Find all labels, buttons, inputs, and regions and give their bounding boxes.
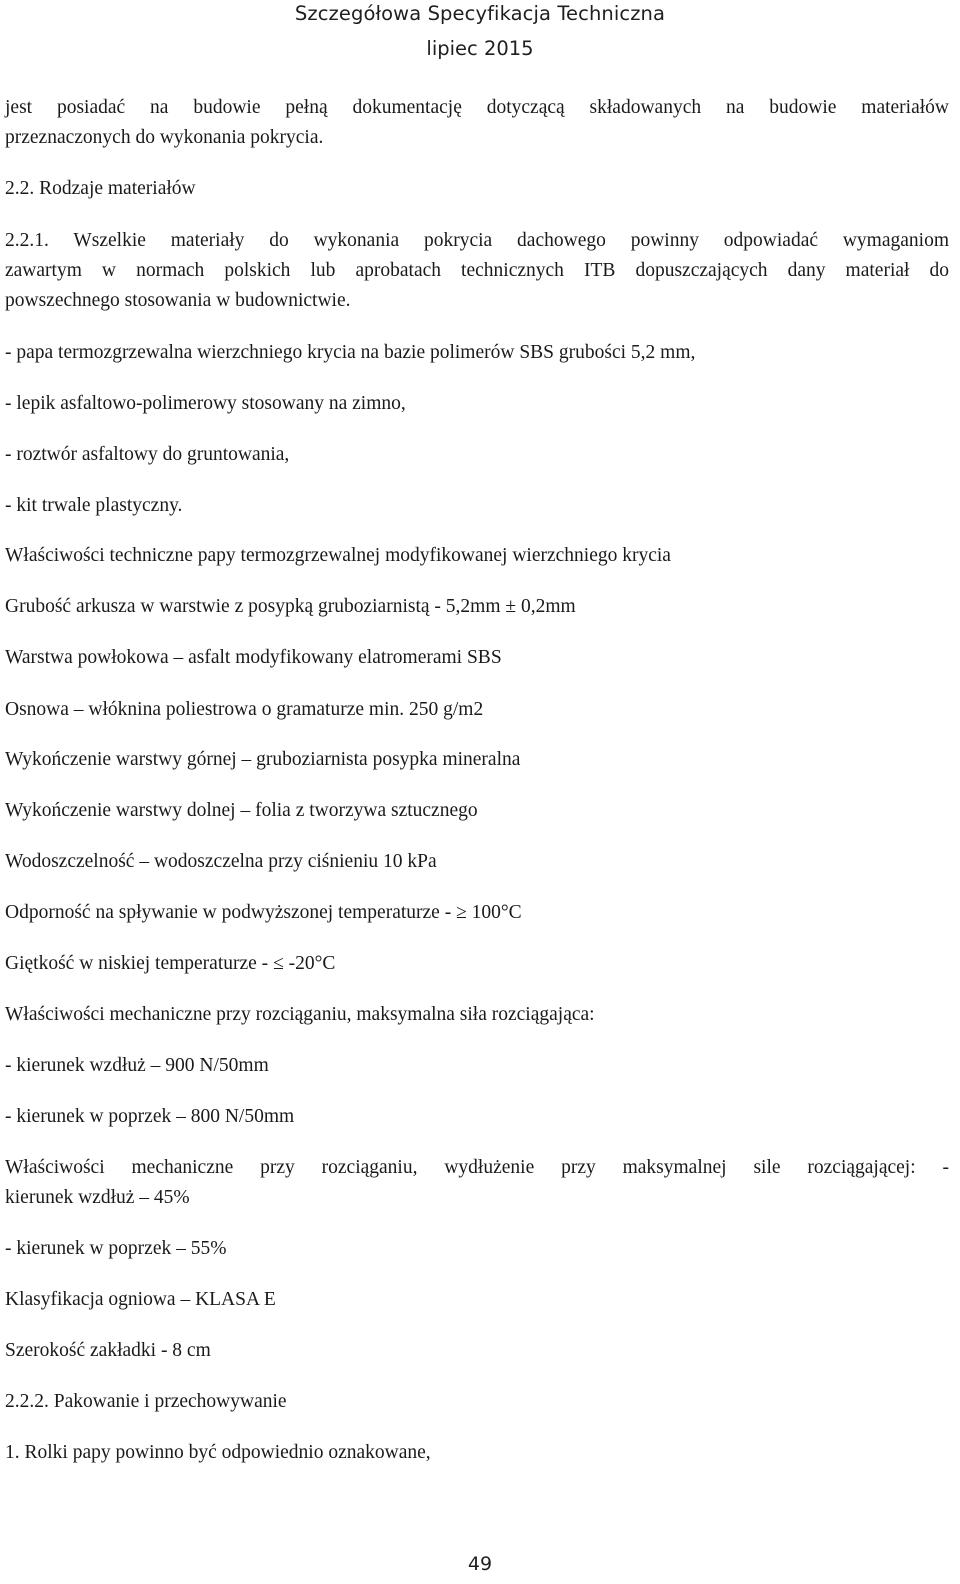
property-line: kierunek wzdłuż – 45% [5, 1187, 190, 1208]
property-line: Właściwości mechaniczne przy rozciąganiu, wydłużenie przy maksymalnej sile rozciągającej: - [5, 1157, 949, 1178]
property-line: Wykończenie warstwy górnej – gruboziarnista posypka mineralna [5, 749, 521, 770]
property-line: Wykończenie warstwy dolnej – folia z tworzywa sztucznego [5, 800, 478, 821]
paragraph-line: 2.2.1. Wszelkie materiały do wykonania pokrycia dachowego powinny odpowiadać wymaganiom [5, 230, 949, 251]
property-line: Klasyfikacja ogniowa – KLASA E [5, 1289, 276, 1310]
property-line: Szerokość zakładki - 8 cm [5, 1340, 211, 1361]
section-heading: 2.2. Rodzaje materiałów [5, 178, 196, 199]
property-line: - kierunek wzdłuż – 900 N/50mm [5, 1055, 269, 1076]
paragraph-line: powszechnego stosowania w budownictwie. [5, 290, 351, 311]
property-line: Odporność na spływanie w podwyższonej temperaturze - ≥ 100°C [5, 902, 522, 923]
paragraph-line: zawartym w normach polskich lub aprobatach technicznych ITB dopuszczających dany materiał do [5, 260, 949, 281]
paragraph-line: przeznaczonych do wykonania pokrycia. [5, 127, 324, 148]
list-item: - lepik asfaltowo-polimerowy stosowany na zimno, [5, 393, 406, 414]
section-heading: 2.2.2. Pakowanie i przechowywanie [5, 1391, 287, 1412]
list-item: - papa termozgrzewalna wierzchniego krycia na bazie polimerów SBS grubości 5,2 mm, [5, 342, 696, 363]
list-item: - roztwór asfaltowy do gruntowania, [5, 444, 290, 465]
page-number: 49 [467, 1553, 493, 1575]
property-line: Grubość arkusza w warstwie z posypką gruboziarnistą - 5,2mm ± 0,2mm [5, 596, 576, 617]
property-line: Wodoszczelność – wodoszczelna przy ciśnieniu 10 kPa [5, 851, 437, 872]
property-line: - kierunek w poprzek – 800 N/50mm [5, 1106, 295, 1127]
list-item: - kit trwale plastyczny. [5, 495, 183, 516]
property-line: Giętkość w niskiej temperaturze - ≤ -20°C [5, 953, 336, 974]
property-line: - kierunek w poprzek – 55% [5, 1238, 227, 1259]
properties-heading: Właściwości techniczne papy termozgrzewalnej modyfikowanej wierzchniego krycia [5, 545, 671, 566]
header-date: lipiec 2015 [426, 37, 534, 60]
property-line: Właściwości mechaniczne przy rozciąganiu, maksymalna siła rozciągająca: [5, 1004, 595, 1025]
paragraph-line: jest posiadać na budowie pełną dokumentację dotyczącą składowanych na budowie materiałów [5, 97, 949, 118]
list-item: 1. Rolki papy powinno być odpowiednio oznakowane, [5, 1442, 431, 1463]
header-title: Szczegółowa Specyfikacja Techniczna [294, 2, 666, 25]
property-line: Warstwa powłokowa – asfalt modyfikowany elatromerami SBS [5, 647, 502, 668]
property-line: Osnowa – włóknina poliestrowa o gramaturze min. 250 g/m2 [5, 699, 484, 720]
